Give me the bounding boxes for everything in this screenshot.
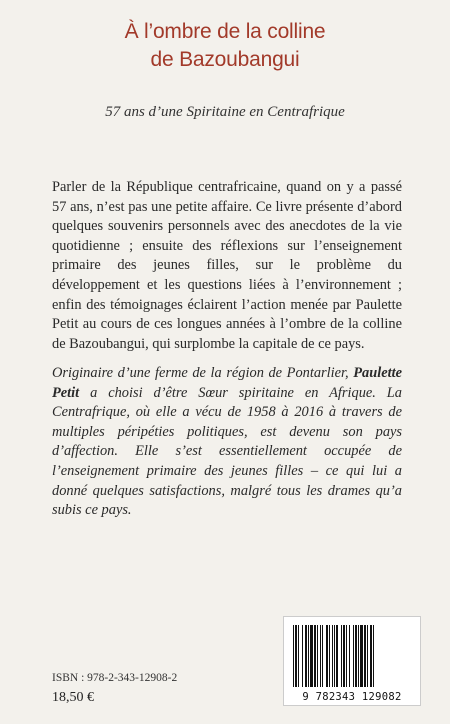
barcode-bar: [360, 625, 363, 687]
author-bio-intro: Originaire d’une ferme de la région de Pontarlier,: [52, 365, 354, 381]
barcode-bar: [358, 625, 359, 687]
barcode-bar: [336, 625, 338, 687]
barcode-bars: [291, 625, 413, 687]
barcode-bar: [341, 625, 342, 687]
barcode-bar: [373, 625, 374, 687]
barcode-bar: [353, 625, 354, 687]
barcode-digits: 9 782343 129082: [302, 691, 402, 703]
book-subtitle: 57 ans d’une Spiritaine en Centrafrique: [105, 104, 345, 120]
book-title: [0, 18, 450, 74]
barcode-bar: [322, 625, 323, 687]
barcode-bar: [302, 625, 303, 687]
barcode-bar: [308, 625, 309, 687]
barcode-bar: [343, 625, 345, 687]
barcode-bar: [320, 625, 321, 687]
summary-paragraph: Parler de la République centrafricaine, quand on y a passé 57 ans, n’est pas une petite affaire. Ce livre présente d’abord quelques souvenirs personnels avec des anecdotes de la vie quotidienne ; ensuite des réflexions sur l’enseignement primaire des jeunes filles, sur le problème du développement et les questions liées à l’environnement ; enfin des témoignages éclairent l’action menée par Paulette Petit au cours de ces longues années à l’ombre de la colline de Bazoubangui, qui surplombe la capitale de ce pays.: [52, 179, 402, 352]
barcode-bar: [355, 625, 357, 687]
title-line-2: de Bazoubangui: [150, 48, 300, 71]
barcode-bar: [370, 625, 372, 687]
barcode-bar: [329, 625, 330, 687]
author-bio-block: [52, 364, 402, 521]
barcode: [283, 616, 421, 706]
barcode-bar: [346, 625, 347, 687]
barcode-bar: [317, 625, 318, 687]
author-bio-rest: a choisi d’être Sœur spiritaine en Afrique. La Centrafrique, où elle a vécu de 1958 à 2016 à travers de multiples péripéties politiques, est devenu son pays d’affection. Elle s’est essentiellement occupée de l’enseignement primaire des jeunes filles – ce qui lui a donné quelques satisfactions, malgré tous les drames qu’a subis ce pays.: [52, 384, 402, 519]
price-text: 18,50 €: [52, 690, 94, 705]
barcode-bar: [326, 625, 328, 687]
barcode-bar: [314, 625, 316, 687]
isbn-text: ISBN : 978-2-343-12908-2: [52, 672, 178, 684]
author-name: Paulette Petit: [52, 365, 402, 401]
title-line-1: À l’ombre de la colline: [124, 20, 326, 43]
barcode-bar: [298, 625, 299, 687]
barcode-bar: [349, 625, 350, 687]
barcode-bar: [364, 625, 366, 687]
barcode-bar: [367, 625, 368, 687]
barcode-bar: [295, 625, 297, 687]
barcode-bar: [332, 625, 333, 687]
author-bio-paragraph: [52, 364, 402, 521]
summary-block: [52, 178, 402, 354]
barcode-bar: [305, 625, 307, 687]
barcode-bar: [334, 625, 335, 687]
barcode-bar: [293, 625, 294, 687]
barcode-bar: [310, 625, 313, 687]
